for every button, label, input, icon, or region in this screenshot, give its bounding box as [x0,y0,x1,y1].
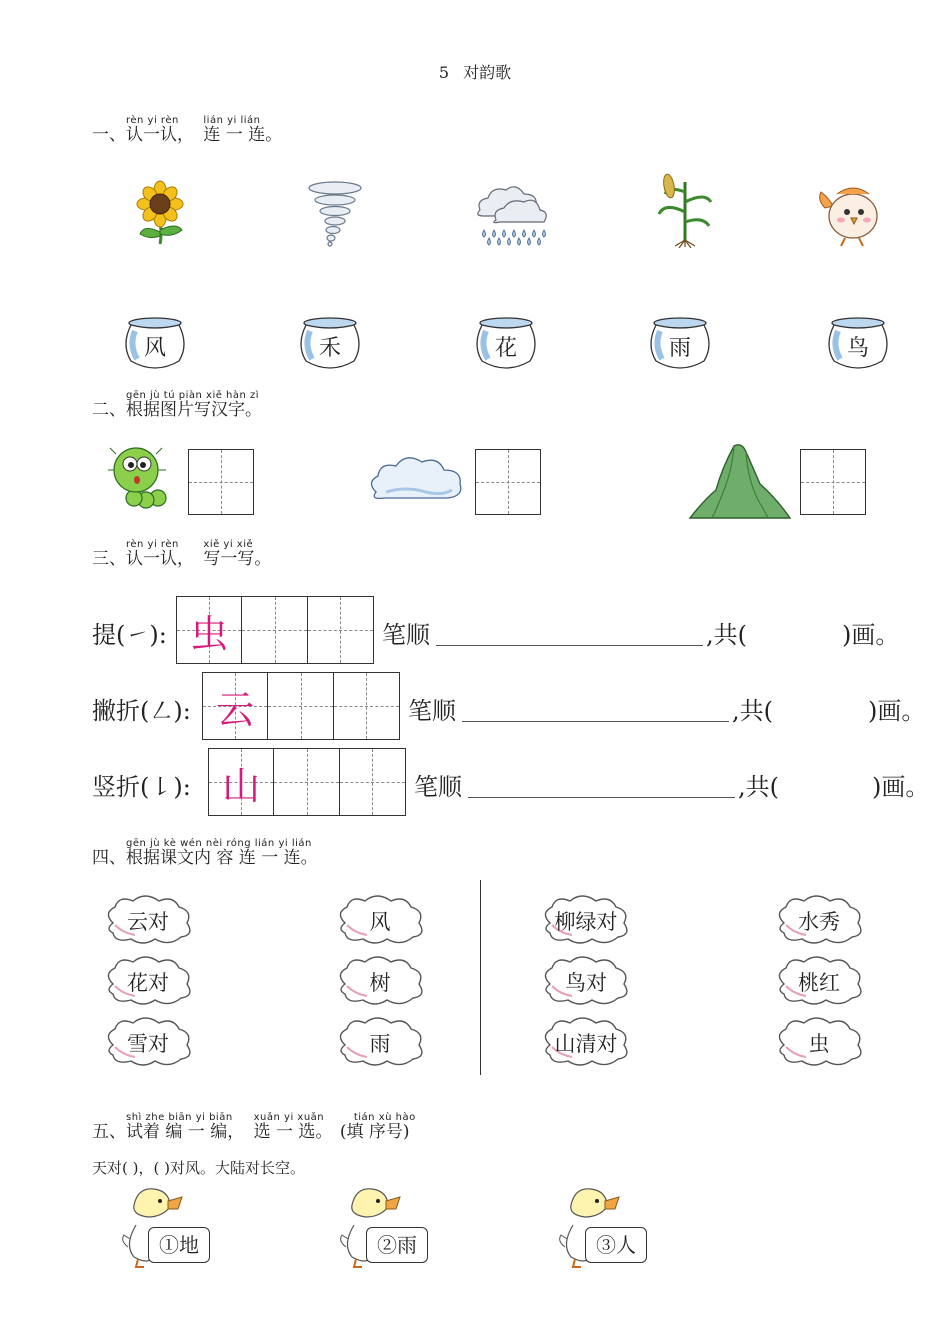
model-character: 虫 [190,612,229,656]
stroke-order-label: 笔顺 [408,697,456,725]
writing-box[interactable] [188,449,254,515]
column-divider [480,880,481,1075]
pinyin: gēn jù tú piàn xiě hàn zì [126,390,260,401]
count-suffix: )画。 [842,621,900,649]
section-4-heading [92,838,318,868]
model-character: 云 [216,688,255,732]
word-cloud[interactable] [774,954,864,1006]
section-number: 二、 [92,400,126,420]
lesson-number: 5 [438,63,450,82]
mountain-icon [688,440,792,520]
pinyin: xiě yi xiě [203,539,254,550]
pot-card[interactable] [296,315,364,371]
word-cloud[interactable] [540,954,632,1006]
option-card[interactable] [118,1185,213,1275]
stroke-label: 撇折(㇜): [92,697,191,725]
rain-cloud-icon [474,180,550,248]
caterpillar-icon [106,440,178,512]
writing-box[interactable] [800,449,866,515]
stroke-order-label: 笔顺 [414,773,462,801]
pinyin: rèn yi rèn [126,539,179,550]
pot-character: 雨 [668,336,691,361]
count-suffix: )画。 [868,697,926,725]
answer-line[interactable] [436,645,703,646]
pot-character: 花 [494,336,517,361]
word-text: 桃红 [798,971,840,995]
stroke-order-label: 笔顺 [382,621,430,649]
sunflower-icon [130,180,190,246]
cloud-icon [366,452,466,504]
option-label: ③人 [585,1227,647,1263]
option-card[interactable] [555,1185,650,1275]
section-number: 四、 [92,848,126,868]
section-number: 五、 [92,1122,126,1142]
word-text: 风 [369,910,391,934]
heading-text: 写一写。 [203,549,272,569]
option-card[interactable] [336,1185,431,1275]
count-prefix: ,共( [706,621,747,649]
count-suffix: )画。 [872,773,930,801]
word-text: 雨 [369,1032,391,1056]
pinyin: lián yi lián [203,115,261,126]
option-label: ②雨 [366,1227,428,1263]
heading-text: 认一认， [126,125,194,145]
pot-character: 禾 [318,336,341,361]
pinyin: tián xù hào [353,1112,416,1123]
section-5-heading [92,1112,416,1142]
pinyin: xuǎn yi xuǎn [253,1112,325,1123]
word-cloud[interactable] [103,1015,193,1067]
word-cloud[interactable] [774,893,864,945]
lesson-title: 对韵歌 [463,63,512,82]
writing-grid[interactable] [176,596,374,664]
word-text: 花对 [127,971,169,995]
model-character: 山 [222,764,261,808]
heading-text: 选 一 选。 [253,1122,333,1142]
pot-character: 风 [143,336,166,361]
word-text: 虫 [808,1032,830,1056]
word-cloud[interactable] [540,893,632,945]
word-cloud[interactable] [335,893,425,945]
rice-plant-icon [655,172,715,248]
pinyin: rèn yi rèn [126,115,179,126]
count-prefix: ,共( [738,773,779,801]
word-cloud[interactable] [540,1015,632,1067]
writing-grid[interactable] [202,672,400,740]
page-title [0,60,950,83]
pot-card[interactable] [824,315,892,371]
pinyin: shì zhe biān yi biān [126,1112,233,1123]
word-cloud[interactable] [335,954,425,1006]
pot-card[interactable] [472,315,540,371]
fill-sentence: 天对( )，( )对风。大陆对长空。 [92,1159,305,1177]
heading-text: 试着 编 一 编， [126,1122,245,1142]
heading-text: 连 一 连。 [203,125,283,145]
section-number: 三、 [92,549,126,569]
count-prefix: ,共( [732,697,773,725]
word-text: 树 [369,971,391,995]
word-text: 柳绿对 [554,910,618,934]
option-label: ①地 [148,1227,210,1263]
word-cloud[interactable] [774,1015,864,1067]
section-number: 一、 [92,125,126,145]
writing-grid[interactable] [208,748,406,816]
bird-icon [815,180,885,248]
pot-card[interactable] [121,315,189,371]
word-text: 山清对 [554,1032,618,1056]
heading-text: 根据课文内 容 连 一 连。 [126,848,318,868]
heading-text: 认一认， [126,549,194,569]
word-text: 雪对 [127,1032,169,1056]
word-cloud[interactable] [103,954,193,1006]
section-1-heading [92,115,283,145]
pot-character: 鸟 [846,336,869,361]
word-text: 水秀 [798,910,840,934]
heading-text: (填 序号) [339,1122,410,1142]
pinyin: gēn jù kè wén nèi róng lián yi lián [126,838,312,849]
section-2-heading [92,390,262,420]
answer-line[interactable] [462,721,729,722]
heading-text: 根据图片写汉字。 [126,400,262,420]
word-cloud[interactable] [103,893,193,945]
answer-line[interactable] [468,797,735,798]
writing-box[interactable] [475,449,541,515]
pot-card[interactable] [646,315,714,371]
stroke-label: 提(㇀): [92,621,167,649]
word-text: 云对 [127,910,169,934]
stroke-label: 竖折(㇙): [92,773,191,801]
section-3-heading [92,539,272,569]
word-cloud[interactable] [335,1015,425,1067]
word-text: 鸟对 [565,971,607,995]
tornado-icon [305,180,365,248]
